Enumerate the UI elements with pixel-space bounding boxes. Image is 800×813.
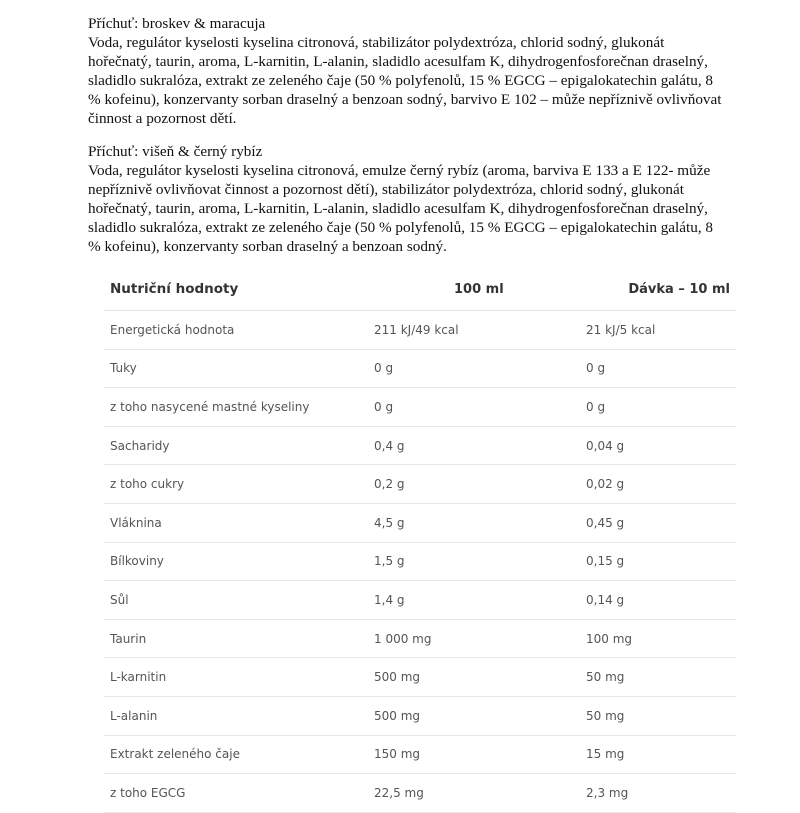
value-per-serving: 15 mg <box>586 747 625 762</box>
nutrition-table-body <box>104 311 736 813</box>
value-per-serving: 100 mg <box>586 631 633 646</box>
value-per-serving: 21 kJ/5 kcal <box>586 322 656 337</box>
header-nutrition-values: Nutriční hodnoty <box>110 281 239 297</box>
value-per-serving: 0 g <box>586 399 606 414</box>
value-per-100ml: 500 mg <box>374 670 421 685</box>
flavor-title: Příchuť: broskev & maracuja <box>88 15 266 32</box>
value-per-100ml: 1,4 g <box>374 592 405 607</box>
value-per-100ml: 22,5 mg <box>374 785 424 800</box>
table-row <box>104 427 736 466</box>
table-row <box>104 736 736 775</box>
value-per-100ml: 0,4 g <box>374 438 405 453</box>
table-row <box>104 697 736 736</box>
header-per-serving: Dávka – 10 ml <box>628 281 730 297</box>
table-row <box>104 350 736 389</box>
nutrient-name: z toho EGCG <box>110 785 186 800</box>
value-per-serving: 0,15 g <box>586 554 625 569</box>
table-row <box>104 311 736 350</box>
value-per-100ml: 150 mg <box>374 747 421 762</box>
nutrient-name: Bílkoviny <box>110 554 164 569</box>
table-row <box>104 543 736 582</box>
nutrition-table <box>104 268 736 813</box>
value-per-serving: 0,02 g <box>586 477 625 492</box>
value-per-100ml: 500 mg <box>374 708 421 723</box>
value-per-serving: 50 mg <box>586 708 625 723</box>
table-row <box>104 620 736 659</box>
nutrient-name: Sůl <box>110 592 129 607</box>
ingredients-block-cherry-blackcurrant <box>88 142 728 256</box>
value-per-100ml: 1 000 mg <box>374 631 432 646</box>
table-row <box>104 504 736 543</box>
value-per-100ml: 0 g <box>374 361 394 376</box>
value-per-serving: 0,04 g <box>586 438 625 453</box>
ingredients-block-peach-passionfruit <box>88 14 728 128</box>
value-per-serving: 0,14 g <box>586 592 625 607</box>
table-row <box>104 465 736 504</box>
value-per-100ml: 211 kJ/49 kcal <box>374 322 459 337</box>
value-per-serving: 2,3 mg <box>586 785 629 800</box>
ingredients-text: Voda, regulátor kyselosti kyselina citronová, emulze černý rybíz (aroma, barviva E 133 a E 122- může nepříznivě ovlivňovat činnost a pozornost dětí), stabilizátor polydextróza, chlorid sodný, glukonát hořečnatý, taurin, aroma, L-karnitin, L-alanin, sladidlo acesulfam K, dihydrogenfosforečnan draselný, sladidlo sukralóza, extrakt ze zeleného čaje (50 % polyfenolů, 15 % EGCG – epigalokatechin galátu, 8 % kofeinu), konzervanty sorban draselný a benzoan sodný. <box>88 162 714 255</box>
nutrient-name: Tuky <box>110 361 137 376</box>
nutrient-name: Extrakt zeleného čaje <box>110 747 240 762</box>
nutrient-name: z toho nasycené mastné kyseliny <box>110 399 310 414</box>
table-row <box>104 388 736 427</box>
table-row <box>104 581 736 620</box>
value-per-serving: 0 g <box>586 361 606 376</box>
nutrition-table-header <box>104 268 736 311</box>
value-per-100ml: 4,5 g <box>374 515 405 530</box>
value-per-100ml: 1,5 g <box>374 554 405 569</box>
nutrient-name: Taurin <box>110 631 147 646</box>
nutrient-name: Energetická hodnota <box>110 322 235 337</box>
ingredients-text: Voda, regulátor kyselosti kyselina citronová, stabilizátor polydextróza, chlorid sodný, glukonát hořečnatý, taurin, aroma, L-karnitin, L-alanin, sladidlo acesulfam K, dihydrogenfosforečnan draselný, sladidlo sukralóza, extrakt ze zeleného čaje (50 % polyfenolů, 15 % EGCG – epigalokatechin galátu, 8 % kofeinu), konzervanty sorban draselný a benzoan sodný, barvivo E 102 – může nepříznivě ovlivňovat činnost a pozornost dětí. <box>88 34 722 127</box>
nutrient-name: Vláknina <box>110 515 162 530</box>
nutrient-name: L-karnitin <box>110 670 167 685</box>
table-row <box>104 774 736 813</box>
nutrient-name: z toho cukry <box>110 477 185 492</box>
table-row <box>104 658 736 697</box>
value-per-serving: 50 mg <box>586 670 625 685</box>
value-per-serving: 0,45 g <box>586 515 625 530</box>
header-per-100ml: 100 ml <box>454 281 504 297</box>
value-per-100ml: 0,2 g <box>374 477 405 492</box>
value-per-100ml: 0 g <box>374 399 394 414</box>
nutrient-name: Sacharidy <box>110 438 170 453</box>
nutrient-name: L-alanin <box>110 708 158 723</box>
flavor-title: Příchuť: višeň & černý rybíz <box>88 143 263 160</box>
